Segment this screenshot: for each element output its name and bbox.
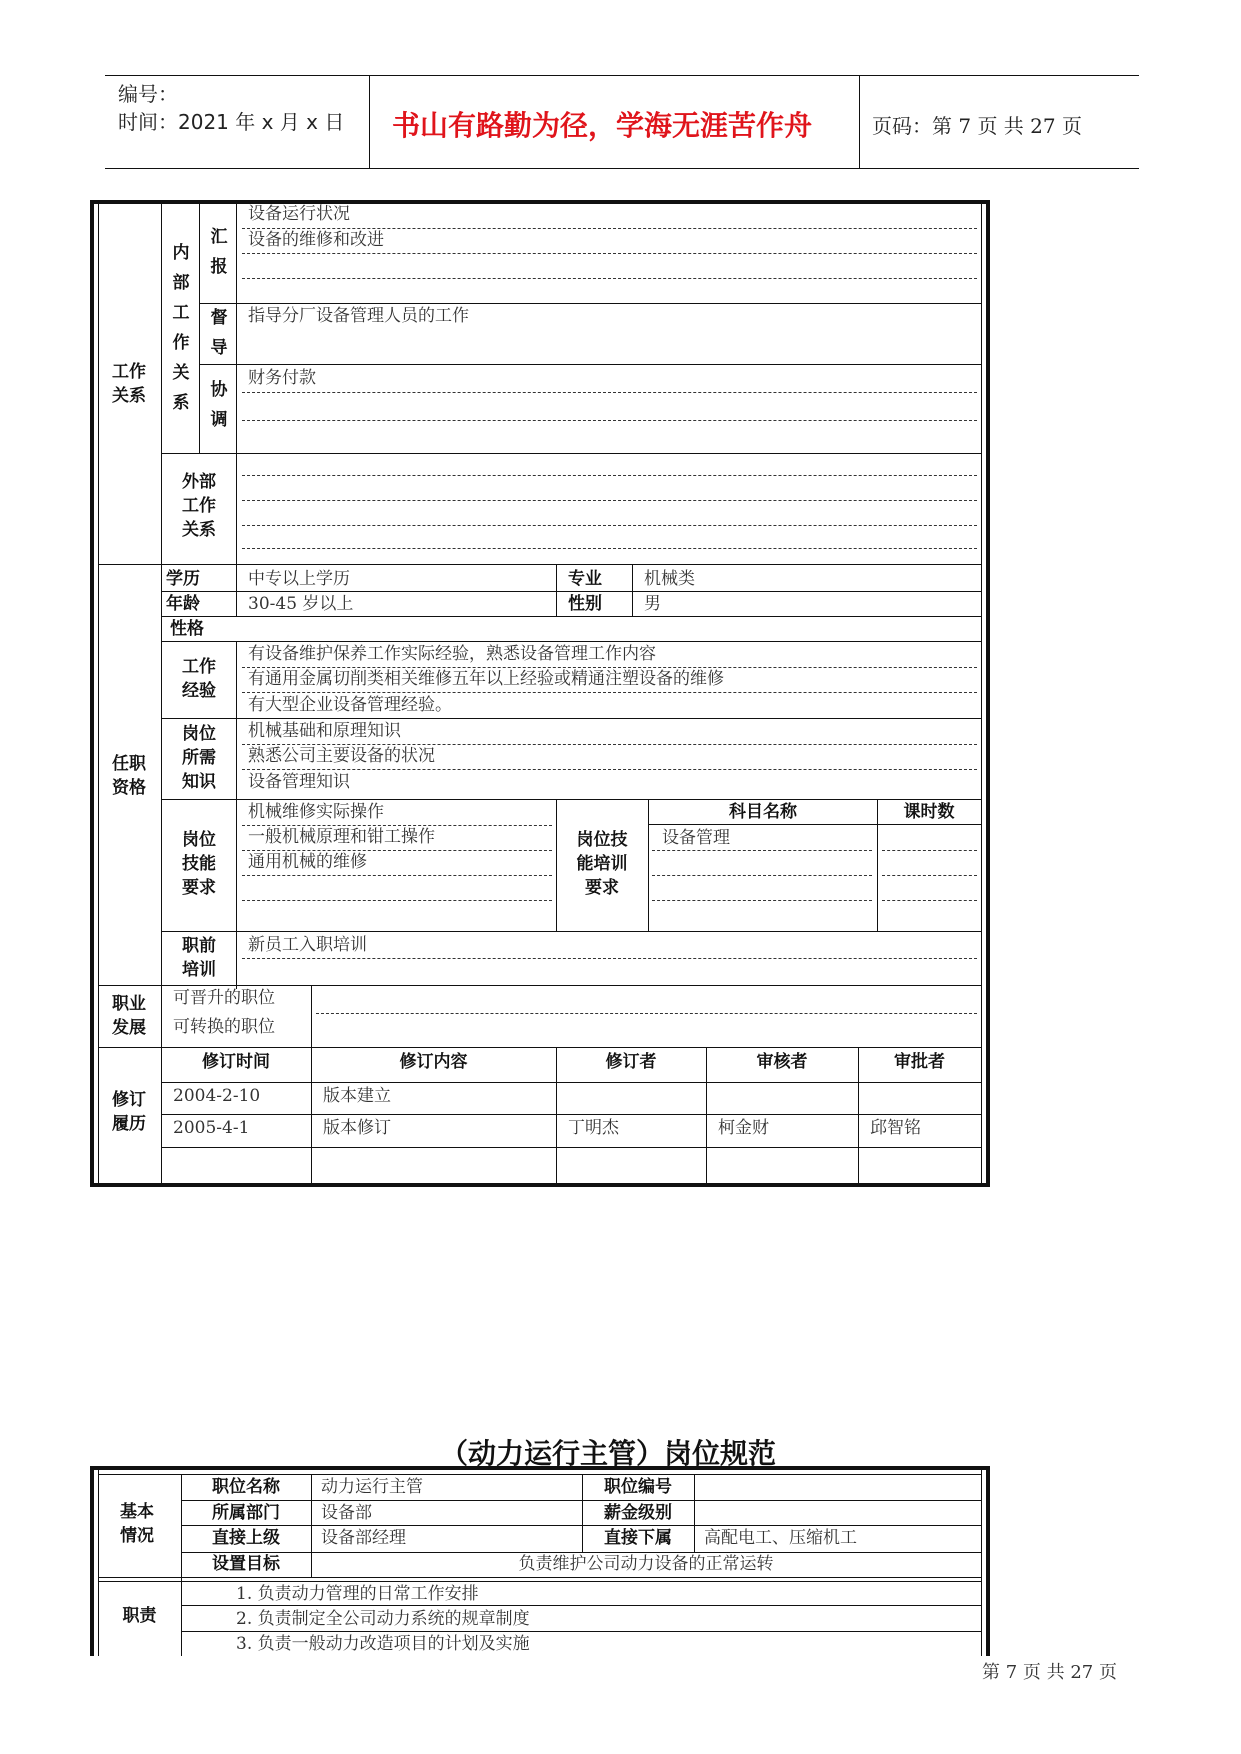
knowledge-item-1: 机械基础和原理知识 — [248, 721, 401, 741]
position-name-label: 职位名称 — [212, 1477, 280, 1497]
header-motto: 书山有路勤为径，学海无涯苦作舟 — [392, 109, 813, 142]
revision-header-time: 修订时间 — [202, 1052, 270, 1072]
skills-label: 岗位技能要求 — [182, 830, 216, 898]
position-number-label: 职位编号 — [604, 1477, 672, 1497]
coordinate-item-1: 财务付款 — [248, 368, 316, 388]
gender-label: 性别 — [568, 594, 602, 614]
education-label: 学历 — [166, 569, 200, 589]
position-name-value: 动力运行主管 — [321, 1477, 423, 1497]
knowledge-item-3: 设备管理知识 — [248, 772, 350, 792]
footer-page-number: 第 7 页 共 27 页 — [982, 1662, 1117, 1683]
experience-item-3: 有大型企业设备管理经验。 — [248, 695, 452, 715]
job-spec-title: （动力运行主管）岗位规范 — [440, 1437, 777, 1470]
promotable-positions-label: 可晋升的职位 — [173, 988, 275, 1008]
department-value: 设备部 — [321, 1503, 372, 1523]
duty-item-2: 2. 负责制定全公司动力系统的规章制度 — [236, 1609, 530, 1629]
major-value: 机械类 — [644, 569, 695, 589]
education-value: 中专以上学历 — [248, 569, 350, 589]
goal-value: 负责维护公司动力设备的正常运转 — [518, 1554, 774, 1574]
revision-row-2-reviewer: 柯金财 — [718, 1118, 769, 1138]
department-label: 所属部门 — [212, 1503, 280, 1523]
skills-item-3: 通用机械的维修 — [248, 852, 367, 872]
revision-row-2-approver: 邱智铭 — [870, 1118, 921, 1138]
major-label: 专业 — [568, 569, 602, 589]
revision-row-2-content: 版本修订 — [323, 1118, 391, 1138]
subject-name-header: 科目名称 — [729, 802, 797, 822]
direct-superior-label: 直接上级 — [212, 1528, 280, 1548]
header-page-label: 页码：第 7 页 共 27 页 — [872, 114, 1082, 138]
revision-row-1-content: 版本建立 — [323, 1086, 391, 1106]
pre-job-training-label: 职前培训 — [182, 936, 216, 980]
revision-row-2-time: 2005-4-1 — [173, 1118, 250, 1138]
qualifications-label: 任职资格 — [112, 754, 146, 798]
revision-header-reviewer: 审核者 — [756, 1052, 808, 1072]
revision-history-label: 修订履历 — [112, 1090, 146, 1134]
supervise-label: 督导 — [210, 308, 228, 358]
goal-label: 设置目标 — [212, 1554, 280, 1574]
direct-superior-value: 设备部经理 — [321, 1528, 406, 1548]
training-requirements-label: 岗位技能培训要求 — [576, 830, 628, 898]
knowledge-item-2: 熟悉公司主要设备的状况 — [248, 746, 435, 766]
personality-label: 性格 — [170, 619, 204, 639]
revision-header-content: 修订内容 — [399, 1052, 468, 1072]
coordinate-label: 协调 — [210, 380, 228, 430]
subject-item-1: 设备管理 — [662, 828, 730, 848]
document-time-label: 时间：2021 年 x 月 x 日 — [118, 110, 345, 134]
supervise-item-1: 指导分厂设备管理人员的工作 — [248, 306, 469, 326]
external-relations-label: 外部工作关系 — [182, 472, 216, 540]
report-item-2: 设备的维修和改进 — [248, 230, 384, 250]
age-label: 年龄 — [166, 594, 200, 614]
revision-header-approver: 审批者 — [894, 1052, 945, 1072]
work-relations-label: 工作关系 — [112, 362, 146, 406]
duties-label: 职责 — [122, 1606, 157, 1626]
transferable-positions-label: 可转换的职位 — [173, 1017, 275, 1037]
report-label: 汇报 — [210, 227, 228, 277]
basic-info-label: 基本情况 — [120, 1502, 154, 1546]
report-item-1: 设备运行状况 — [248, 204, 350, 224]
experience-item-2: 有通用金属切削类相关维修五年以上经验或精通注塑设备的维修 — [248, 669, 724, 689]
salary-level-label: 薪金级别 — [604, 1503, 672, 1523]
pre-job-training-value: 新员工入职培训 — [248, 935, 367, 955]
duty-item-1: 1. 负责动力管理的日常工作安排 — [236, 1584, 479, 1604]
knowledge-label: 岗位所需知识 — [182, 724, 216, 792]
experience-label: 工作经验 — [182, 657, 216, 701]
direct-subordinate-value: 高配电工、压缩机工 — [704, 1528, 857, 1548]
age-value: 30-45 岁以上 — [248, 594, 354, 614]
gender-value: 男 — [644, 594, 661, 614]
revision-row-1-time: 2004-2-10 — [173, 1086, 261, 1106]
revision-row-2-reviser: 丁明杰 — [568, 1118, 619, 1138]
internal-relations-label: 内部工作关系 — [172, 243, 190, 413]
experience-item-1: 有设备维护保养工作实际经验，熟悉设备管理工作内容 — [248, 644, 656, 664]
career-development-label: 职业发展 — [112, 994, 146, 1038]
skills-item-2: 一般机械原理和钳工操作 — [248, 827, 435, 847]
class-hours-header: 课时数 — [903, 802, 955, 822]
skills-item-1: 机械维修实际操作 — [248, 802, 384, 822]
document-number-label: 编号： — [118, 82, 178, 106]
duty-item-3: 3. 负责一般动力改造项目的计划及实施 — [236, 1634, 530, 1654]
revision-header-reviser: 修订者 — [605, 1052, 657, 1072]
direct-subordinate-label: 直接下属 — [604, 1528, 672, 1548]
